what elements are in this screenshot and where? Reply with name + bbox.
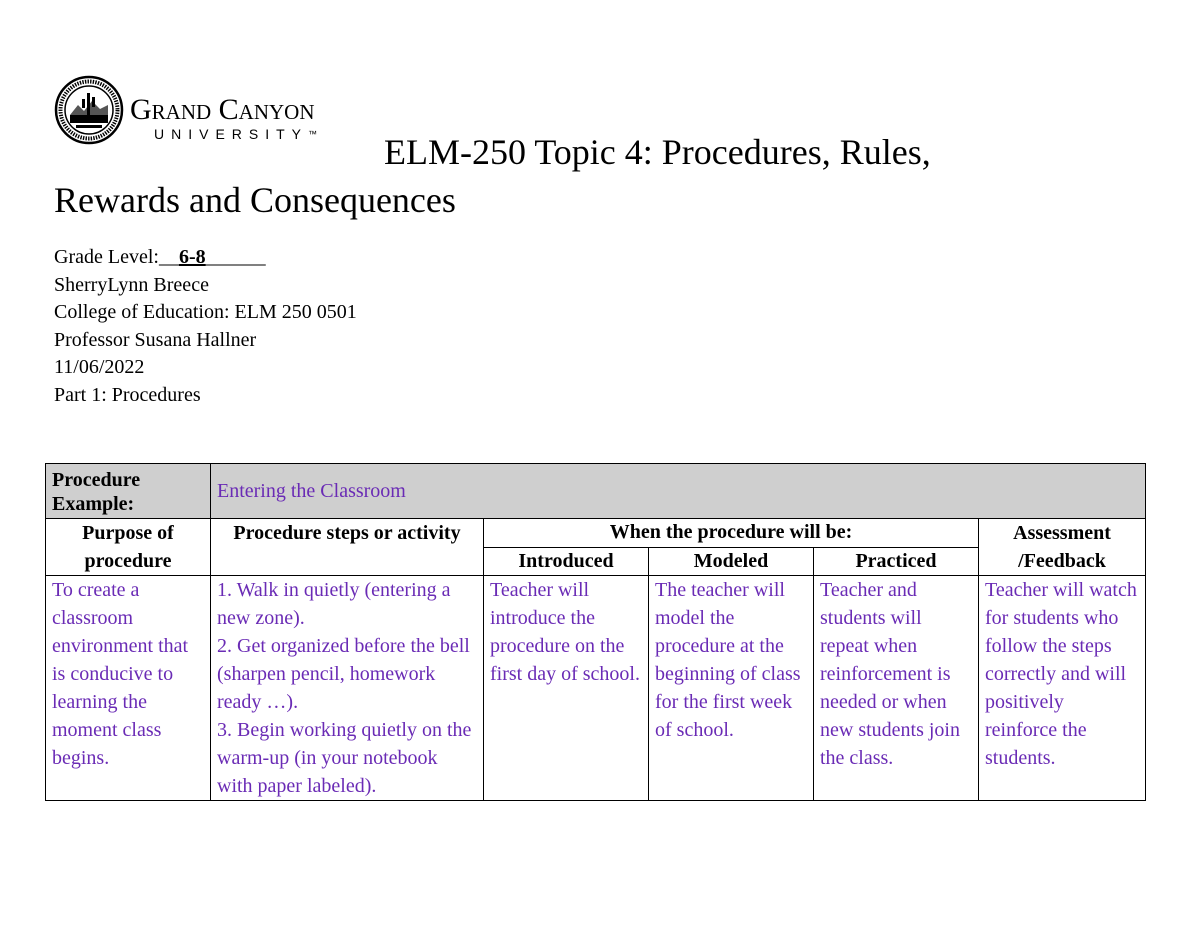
- university-logo: [54, 75, 374, 145]
- header-when: When the procedure will be:: [484, 519, 979, 548]
- author-name: SherryLynn Breece: [54, 273, 209, 296]
- step-item: 2. Get organized before the bell (sharpen pencil, homework ready …).: [217, 635, 470, 713]
- header-modeled: Modeled: [649, 547, 814, 576]
- grade-level: Grade Level:__6-8______: [54, 246, 266, 268]
- procedure-example-label: Procedure Example:: [46, 464, 211, 519]
- step-item: 3. Begin working quietly on the warm-up (in your notebook with paper labeled).: [217, 719, 472, 797]
- grade-level-value: 6-8: [178, 246, 206, 268]
- assessment-cell: Teacher will watch for students who follow the steps correctly and will positively reinforce the students.: [979, 576, 1146, 801]
- modeled-cell: The teacher will model the procedure at the beginning of class for the first week of school.: [649, 576, 814, 801]
- course-name: College of Education: ELM 250 0501: [54, 301, 357, 323]
- header-practiced: Practiced: [814, 547, 979, 576]
- university-name: Grand Canyon: [130, 93, 315, 126]
- step-item: 1. Walk in quietly (entering a new zone).: [217, 579, 451, 629]
- header-purpose: Purpose of procedure: [46, 519, 211, 576]
- table-row: [46, 576, 1146, 801]
- procedure-example-row: [46, 464, 1146, 519]
- university-subtitle: UNIVERSITY™: [154, 126, 318, 142]
- professor-name: Professor Susana Hallner: [54, 328, 257, 351]
- header-introduced: Introduced: [484, 547, 649, 576]
- header-assessment: Assessment /Feedback: [979, 519, 1146, 576]
- document-info: [54, 244, 357, 409]
- document-date: 11/06/2022: [54, 356, 145, 378]
- part-heading: Part 1: Procedures: [54, 383, 201, 406]
- header-row: [46, 519, 1146, 548]
- header-steps: Procedure steps or activity: [211, 519, 484, 576]
- introduced-cell: Teacher will introduce the procedure on the first day of school.: [484, 576, 649, 801]
- practiced-cell: Teacher and students will repeat when reinforcement is needed or when new students join the class.: [814, 576, 979, 801]
- document-title-line-1: ELM-250 Topic 4: Procedures, Rules,: [384, 132, 931, 172]
- purpose-cell: To create a classroom environment that is conducive to learning the moment class begins.: [46, 576, 211, 801]
- document-title-line-2: Rewards and Consequences: [54, 180, 456, 220]
- university-seal-icon: [54, 75, 124, 145]
- procedures-table: [45, 463, 1146, 801]
- steps-cell: [211, 576, 484, 801]
- procedure-example-value: Entering the Classroom: [211, 464, 1146, 519]
